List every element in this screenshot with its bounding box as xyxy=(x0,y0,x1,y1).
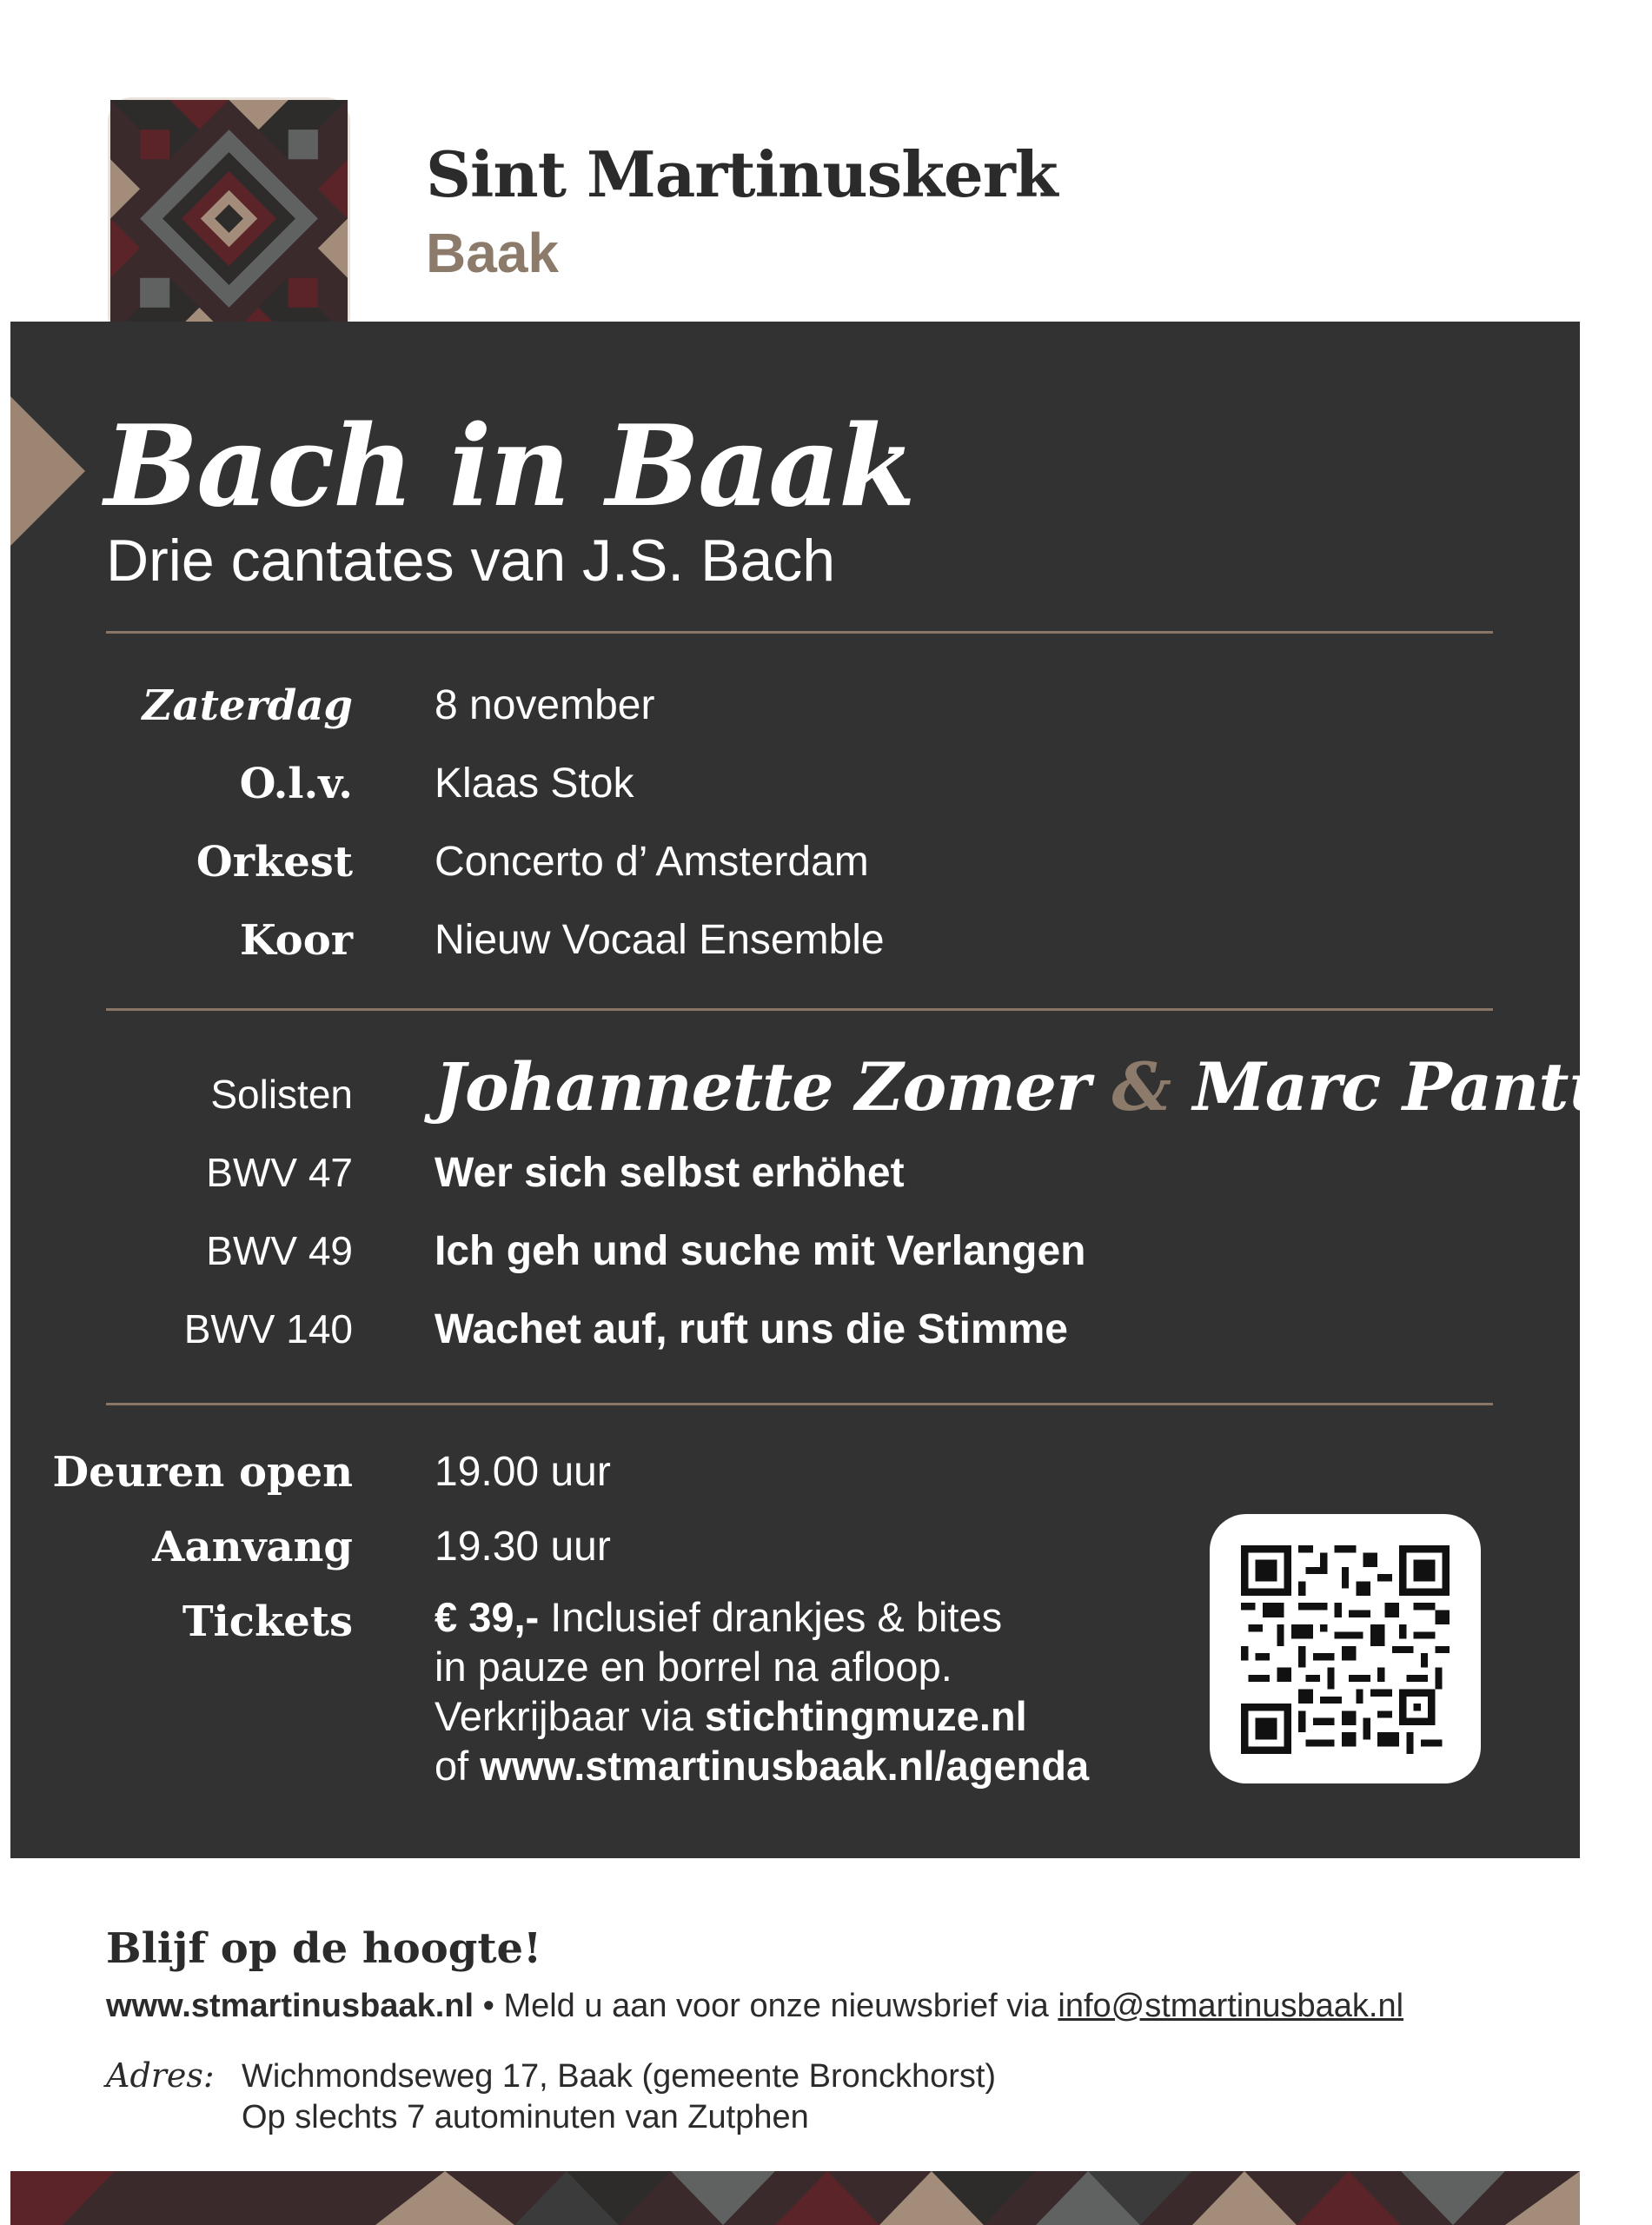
address-line: Op slechts 7 autominuten van Zutphen xyxy=(242,2099,809,2135)
ticket-link-muze[interactable]: stichtingmuze.nl xyxy=(704,1693,1027,1739)
address xyxy=(242,2056,996,2138)
detail-row-orchestra xyxy=(10,838,1580,907)
detail-row-date xyxy=(10,681,1580,751)
soloists-label: Solisten xyxy=(210,1072,353,1117)
divider xyxy=(106,631,1493,634)
ticket-link-agenda[interactable]: www.stmartinusbaak.nl/agenda xyxy=(480,1743,1090,1789)
tickets-label: Tickets xyxy=(182,1597,353,1646)
divider xyxy=(106,1403,1493,1405)
cantata-row xyxy=(10,1227,1580,1297)
event-subtitle: Drie cantates van J.S. Bach xyxy=(106,528,836,594)
decorative-pattern-strip xyxy=(10,2171,1580,2225)
church-place: Baak xyxy=(426,222,559,284)
cantata-title: Wachet auf, ruft uns die Stimme xyxy=(435,1306,1068,1352)
soloist-name: Johannette Zomer xyxy=(435,1048,1091,1126)
cantata-row xyxy=(10,1149,1580,1219)
event-title: Bach in Baak xyxy=(104,402,914,532)
detail-label: Orkest xyxy=(196,838,353,887)
footer-contact-line xyxy=(106,1988,1403,2025)
ticket-price: € 39,- xyxy=(435,1594,540,1640)
footer-heading: Blijf op de hoogte! xyxy=(106,1924,542,1973)
accent-notch xyxy=(10,396,85,546)
doors-label: Deuren open xyxy=(52,1448,353,1497)
cantata-title: Ich geh und suche mit Verlangen xyxy=(435,1228,1086,1274)
detail-label: O.l.v. xyxy=(239,760,353,808)
soloists-names xyxy=(435,1048,1652,1126)
detail-value: Klaas Stok xyxy=(435,760,634,807)
ticket-sale-text: Verkrijbaar via xyxy=(435,1693,705,1739)
qr-code-icon[interactable] xyxy=(1210,1514,1481,1783)
divider xyxy=(106,1008,1493,1011)
ticket-or-text: of xyxy=(435,1743,481,1789)
cantata-row xyxy=(10,1305,1580,1375)
detail-row-choir xyxy=(10,916,1580,986)
cantata-title: Wer sich selbst erhöhet xyxy=(435,1150,905,1196)
detail-value: 8 november xyxy=(435,682,655,728)
tickets-info xyxy=(435,1592,1089,1790)
detail-row-conductor xyxy=(10,760,1580,829)
ticket-includes: Inclusief drankjes & bites xyxy=(539,1594,1003,1640)
doors-value: 19.00 uur xyxy=(435,1449,611,1495)
detail-value: Concerto d’ Amsterdam xyxy=(435,839,869,885)
detail-label: Zaterdag xyxy=(142,681,353,730)
address-label: Adres: xyxy=(106,2056,215,2095)
soloist-name: Marc Pantus xyxy=(1192,1048,1652,1126)
address-line: Wichmondseweg 17, Baak (gemeente Bronckhorst) xyxy=(242,2058,997,2095)
newsletter-text: Meld u aan voor onze nieuwsbrief via xyxy=(503,1988,1058,2024)
start-label: Aanvang xyxy=(152,1523,353,1571)
cantata-number: BWV 47 xyxy=(206,1150,353,1195)
detail-value: Nieuw Vocaal Ensemble xyxy=(435,917,885,963)
event-panel xyxy=(10,322,1652,1858)
ticket-note: in pauze en borrel na afloop. xyxy=(435,1644,952,1690)
cantata-number: BWV 140 xyxy=(183,1306,353,1352)
email-link[interactable]: info@stmartinusbaak.nl xyxy=(1058,1988,1404,2024)
start-value: 19.30 uur xyxy=(435,1524,611,1570)
cantata-number: BWV 49 xyxy=(206,1228,353,1273)
website-link[interactable]: www.stmartinusbaak.nl xyxy=(106,1988,474,2024)
church-name: Sint Martinuskerk xyxy=(426,137,1058,211)
detail-label: Koor xyxy=(240,916,353,965)
tile-pattern-logo xyxy=(108,97,350,340)
doors-row xyxy=(10,1448,1580,1518)
ampersand: & xyxy=(1111,1048,1171,1126)
bullet-separator: • xyxy=(474,1988,504,2024)
